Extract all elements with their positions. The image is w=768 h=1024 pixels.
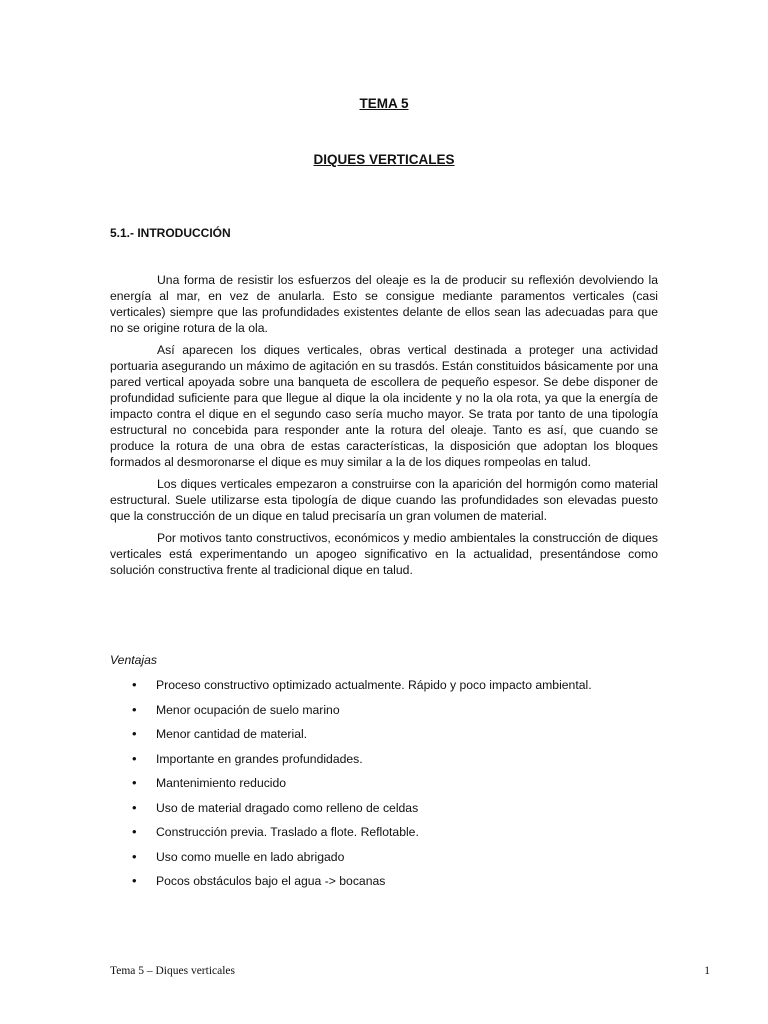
section-heading: 5.1.- INTRODUCCIÓN (110, 226, 231, 240)
list-item (110, 726, 658, 751)
list-item (110, 800, 658, 825)
bullet-icon: • (132, 799, 137, 815)
paragraph: Los diques verticales empezaron a construirse con la aparición del hormigón como material estructural. Suele utilizarse esta tipología de dique cuando las profundidades son elevadas puesto que la construcción de un dique en talud precisaría un gran volumen de material. (110, 477, 658, 523)
list-item (110, 849, 658, 874)
list-item-text: Uso de material dragado como relleno de celdas (156, 800, 419, 815)
ventajas-list (110, 677, 658, 898)
footer-title: Tema 5 – Diques verticales (110, 965, 236, 977)
body-text (110, 272, 658, 584)
list-item-text: Menor cantidad de material. (156, 727, 308, 741)
paragraph: Por motivos tanto constructivos, económicos y medio ambientales la construcción de diques verticales está experimentando un apogeo significativo en la actualidad, presentándose como solución constructiva frente al tradicional dique en talud. (110, 531, 658, 577)
list-item (110, 751, 658, 776)
bullet-icon: • (132, 701, 137, 717)
list-item-text: Construcción previa. Traslado a flote. Reflotable. (156, 825, 419, 839)
bullet-icon: • (132, 750, 137, 766)
bullet-icon: • (132, 726, 137, 741)
document-title: DIQUES VERTICALES (313, 152, 455, 167)
bullet-icon: • (132, 775, 137, 790)
paragraph: Una forma de resistir los esfuerzos del oleaje es la de producir su reflexión devolviendo la energía al mar, en vez de anularla. Esto se consigue mediante paramentos verticales (casi verticales) siempre que las profundidades existentes delante de ellos sean las adecuadas para que no se origine rotura de la ola. (110, 273, 658, 335)
chapter-title: TEMA 5 (359, 96, 409, 111)
list-item-text: Importante en grandes profundidades. (156, 751, 363, 766)
list-item (110, 873, 658, 898)
bullet-icon: • (132, 848, 137, 864)
list-item-text: Pocos obstáculos bajo el agua -> bocanas (156, 874, 386, 888)
list-item-text: Uso como muelle en lado abrigado (156, 849, 345, 864)
page-number: 1 (704, 965, 710, 977)
list-item (110, 824, 658, 849)
bullet-icon: • (132, 677, 137, 692)
bullet-icon: • (132, 873, 137, 888)
bullet-icon: • (132, 824, 137, 839)
list-item (110, 702, 658, 727)
list-item-text: Proceso constructivo optimizado actualmente. Rápido y poco impacto ambiental. (156, 678, 592, 692)
list-item-text: Menor ocupación de suelo marino (156, 702, 340, 717)
paragraph: Así aparecen los diques verticales, obras vertical destinada a proteger una actividad portuaria asegurando un máximo de agitación en su trasdós. Están constituidos básicamente por una pared vertical apoyada sobre una banqueta de escollera de pequeño espesor. Se debe disponer de profundidad suficiente para que llegue al dique la ola incidente y no la ola rota, ya que la energía de impacto contra el dique en el segundo caso sería mucho mayor. Se trata por tanto de una tipología estructural no concebida para responder ante la rotura del oleaje. Tanto es así, que cuando se produce la rotura de una obra de estas características, la disposición que adoptan los bloques formados al desmoronarse el dique es muy similar a la de los diques rompeolas en talud. (110, 343, 658, 469)
list-item-text: Mantenimiento reducido (156, 776, 287, 790)
list-item (110, 775, 658, 800)
list-item (110, 677, 658, 702)
ventajas-label: Ventajas (110, 653, 157, 667)
